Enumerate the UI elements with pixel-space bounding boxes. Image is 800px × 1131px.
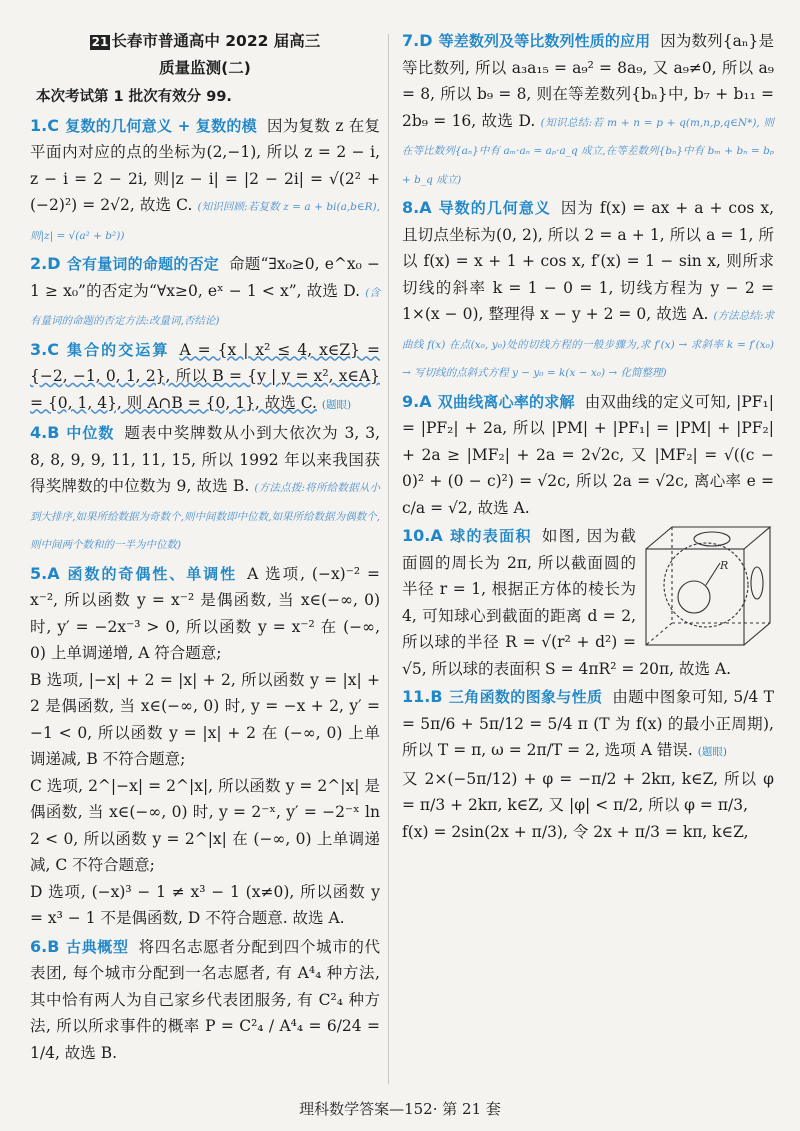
key-point-tag: (题眼) [321,398,352,411]
answer-item-5: 5.A 函数的奇偶性、单调性 A 选项, (−x)⁻² = x⁻², 所以函数 y = x⁻² 是偶函数, 当 x∈(−∞, 0) 时, y′ = −2x⁻³ > 0, 所以函数 y = x⁻² 在 (−∞, 0) 上单调递增, A 符合题意; B 选项, |−x| + 2 = |x| + 2, 所以函数 y = |x| + 2 是偶函数, 当 x∈(−∞, 0) 时, y = −x + 2, y′ = −1 < 0, 所以函数 y = |x| + 2 在 (−∞, 0) 上单调递减, B 不符合题意; C 选项, 2^|−x| = 2^|x|, 所以函数 y = 2^|x| 是偶函数, 当 x∈(−∞, 0) 时, y = 2⁻ˣ, y′ = −2⁻ˣ ln 2 < 0, 所以函数 y = 2^|x| 在 (−∞, 0) 上单调递减, C 不符合题意; D 选项, (−x)³ − 1 ≠ x³ − 1 (x≠0), 所以函数 y = x³ − 1 不是偶函数, D 不符合题意. 故选 A. [30,563,380,927]
answer-item-9: 9.A 双曲线离心率的求解 由双曲线的定义可知, |PF₁| = |PF₂| + 2a, 所以 |PM| + |PF₁| = |PM| + |PF₂| + 2a ≥ |MF₂| + 2a = 2√2c, 又 |MF₂| = √((c − 0)² + (0 − c)²) = √2c, 所以 2a = √2c, 离心率 e = c/a = √2, 故选 A. [402,391,774,517]
answer-item-2: 2.D 含有量词的命题的否定 命题“∃x₀≥0, e^x₀ − 1 ≥ x₀”的否定为“∀x≥0, eˣ − 1 < x”, 故选 D. (含有量词的命题的否定方法:改量词,否结论) [30,254,381,327]
answer-item-6: 6.B 古典概型 将四名志愿者分配到四个城市的代表团, 每个城市分配到一名志愿者, 有 A⁴₄ 种方法, 其中恰有两人为自己家乡代表团服务, 有 C²₄ 种方法, 所以所求事件的概率 P = C²₄ / A⁴₄ = 6/24 = 1/4, 故选 B. [30,936,380,1062]
answer-item-4: 4.B 中位数 题表中奖牌数从小到大依次为 3, 3, 8, 8, 9, 9, 11, 11, 15, 所以 1992 年以来我国获得奖牌数的中位数为 9, 故选 B. (方法点拨:将所给数据从小到大排序,如果所给数据为奇数个,则中间数即中位数,如果所给数据为偶数个,则中间两个数和的一半为中位数) [30,423,380,551]
right-column [402,28,774,847]
answer-item-1: 1.C 复数的几何意义 + 复数的模 因为复数 z 在复平面内对应的点的坐标为(2,−1), 所以 z = 2 − i, z − i = 2 − 2i, 则|z − i| = |2 − 2i| = √(2² + (−2)²) = 2√2, 故选 C. (知识回顾:若复数 z = a + bi(a,b∈R), 则|z| = √(a² + b²)) [30,115,380,242]
column-divider [388,34,389,1084]
answer-item-3: 3.C 集合的交运算 A = {x | x² ≤ 4, x∈Z} = {−2, −1, 0, 1, 2}, 所以 B = {y | y = x², x∈A} = {0, 1, 4}, 则 A∩B = {0, 1}, 故选 C. (题眼) [30,339,380,412]
annotation: (知识总结:若 m + n = p + q(m,n,p,q∈N*), 则在等比数列{aₙ}中有 aₘ·aₙ = aₚ·a_q 成立,在等差数列{bₙ}中有 bₘ + bₙ = bₚ + b_q 成立) [402,116,774,186]
page-footer: 理科数学答案—152· 第 21 套 [299,1100,501,1118]
answer-item-8: 8.A 导数的几何意义 因为 f(x) = ax + a + cos x, 且切点坐标为(0, 2), 所以 2 = a + 1, 所以 a = 1, 所以 f(x) = x + 1 + cos x, f′(x) = 1 − sin x, 则所求切线的斜率 k = 1 − 0 = 1, 切线方程为 y − 2 = 1×(x − 0), 整理得 x − y + 2 = 0, 故选 A. (方法总结:求曲线 f(x) 在点(x₀, y₀)处的切线方程的一般步骤为,求 f′(x) → 求斜率 k = f′(x₀) → 写切线的点斜式方程 y − y₀ = k(x − x₀) → 化简整理) [402,198,774,379]
key-point-tag: (题眼) [697,746,727,758]
annotation: (方法总结:求曲线 f(x) 在点(x₀, y₀)处的切线方程的一般步骤为,求 f′(x) → 求斜率 k = f′(x₀) → 写切线的点斜式方程 y − y₀ = k(x − x₀) → 化简整理) [402,310,774,379]
annotation: (知识回顾:若复数 z = a + bi(a,b∈R), 则|z| = √(a² + b²)) [30,201,380,242]
answer-item-7: 7.D 等差数列及等比数列性质的应用 因为数列{aₙ}是等比数列, 所以 a₃a₁₅ = a₉² = 8a₉, 又 a₉≠0, 所以 a₉ = 8, 所以 b₉ = 8, 则在等差数列{bₙ}中, b₇ + b₁₁ = 2b₉ = 16, 故选 D. (知识总结:若 m + n = p + q(m,n,p,q∈N*), 则在等比数列{aₙ}中有 aₘ·aₙ = aₚ·a_q 成立,在等差数列{bₙ}中有 bₘ + bₙ = bₚ + b_q 成立) [402,31,774,186]
answer-item-10: R 10.A 球的表面积 如图, 因为截面圆的周长为 2π, 所以截面圆的半径 r = 1, 根据正方体的棱长为 4, 可知球心到截面的距离 d = 2, 所以球的半径 R = √(r² + d²) = √5, 所以球的表面积 S = 4πR² = 20π, 故选 A. [402,523,774,682]
cube-sphere-figure [642,523,774,649]
radius-label: R [720,559,729,572]
batch-score-summary: 本次考试第 1 批次有效分 99. [36,89,232,105]
set-number-badge: 21 [91,35,109,49]
exam-subtitle: 质量监测(二) [159,59,251,77]
answer-item-11: 11.B 三角函数的图象与性质 由题中图象可知, 5/4 T = 5π/6 + 5π/12 = 5/4 π (T 为 f(x) 的最小正周期), 所以 T = π, ω = 2π/T = 2, 选项 A 错误. (题眼) 又 2×(−5π/12) + φ = −π/2 + 2kπ, k∈Z, 所以 φ = π/3 + 2kπ, k∈Z, 又 |φ| < π/2, 所以 φ = π/3, f(x) = 2sin(2x + π/3), 令 2x + π/3 = kπ, k∈Z, [402,687,774,841]
annotation: (方法点拨:将所给数据从小到大排序,如果所给数据为奇数个,则中间数即中位数,如果所给数据为偶数个,则中间两个数和的一半为中位数) [30,482,380,551]
exam-title: 21 长春市普通高中 2022 届高三 [91,32,321,50]
left-column [30,28,380,1068]
annotation: (含有量词的命题的否定方法:改量词,否结论) [30,286,381,327]
